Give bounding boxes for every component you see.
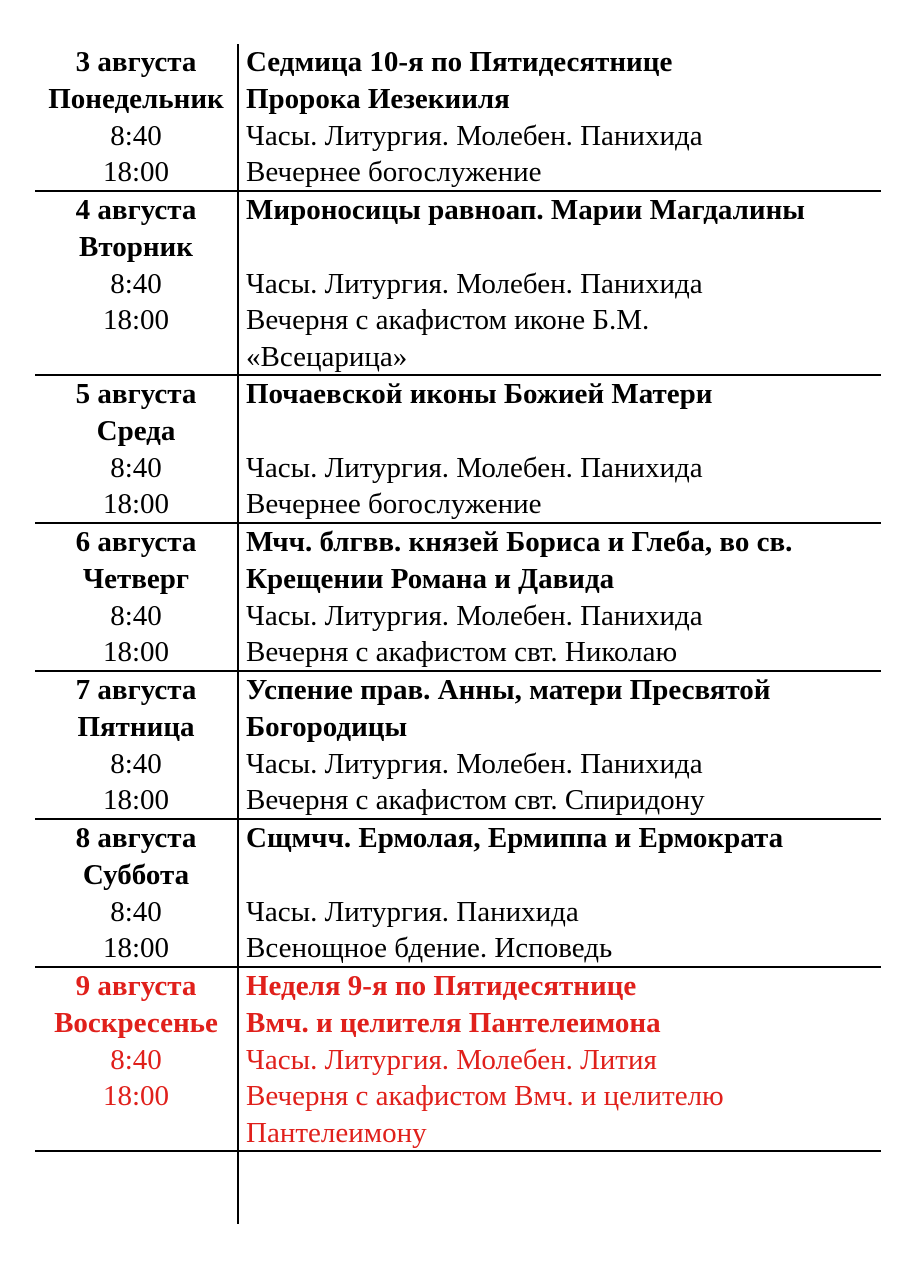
feast-title: Сщмчч. Ермолая, Ермиппа и Ермократа bbox=[246, 822, 784, 854]
feast-title bbox=[246, 229, 881, 266]
service-description: Часы. Литургия. Молебен. Панихида bbox=[246, 599, 703, 632]
day-row bbox=[35, 192, 881, 376]
feast-title: Вмч. и целителя Пантелеимона bbox=[246, 1006, 661, 1039]
service-description: Часы. Литургия. Панихида bbox=[246, 895, 579, 928]
date-label: 6 августа bbox=[75, 526, 197, 558]
day-row bbox=[35, 672, 881, 820]
service-time: 8:40 bbox=[110, 599, 162, 632]
service-description: Вечерня с акафистом иконе Б.М. bbox=[246, 304, 650, 337]
service-description: Часы. Литургия. Молебен. Панихида bbox=[246, 451, 703, 484]
service-time: 18:00 bbox=[102, 488, 170, 521]
events-cell bbox=[246, 376, 881, 523]
service-time: 18:00 bbox=[102, 784, 170, 817]
feast-title: Успение прав. Анны, матери Пресвятой bbox=[246, 674, 771, 706]
events-cell bbox=[246, 968, 881, 1152]
service-time: 18:00 bbox=[102, 156, 170, 189]
date-cell bbox=[35, 968, 237, 1115]
feast-title bbox=[246, 857, 881, 894]
service-time: 8:40 bbox=[110, 119, 162, 152]
date-cell bbox=[35, 376, 237, 523]
feast-title bbox=[246, 413, 881, 450]
feast-title: Почаевской иконы Божией Матери bbox=[246, 378, 713, 410]
date-label: 4 августа bbox=[75, 194, 197, 226]
service-time: 8:40 bbox=[110, 1043, 162, 1076]
events-cell bbox=[246, 524, 881, 671]
weekday-label: Четверг bbox=[82, 562, 190, 595]
service-description: Вечернее богослужение bbox=[246, 488, 542, 521]
feast-title: Мироносицы равноап. Марии Магдалины bbox=[246, 194, 805, 226]
service-time: 8:40 bbox=[110, 267, 162, 300]
feast-title: Мчч. блгвв. князей Бориса и Глеба, во св. bbox=[246, 526, 793, 558]
day-row bbox=[35, 820, 881, 968]
day-row bbox=[35, 524, 881, 672]
day-row-sunday bbox=[35, 968, 881, 1152]
service-time: 18:00 bbox=[102, 304, 170, 337]
service-description: Вечерня с акафистом Вмч. и целителю bbox=[246, 1080, 724, 1113]
day-row bbox=[35, 376, 881, 524]
events-cell bbox=[246, 672, 881, 819]
date-label: 8 августа bbox=[75, 822, 197, 854]
schedule-table bbox=[35, 44, 881, 1224]
date-label: 7 августа bbox=[75, 674, 197, 706]
date-cell bbox=[35, 820, 237, 967]
date-cell bbox=[35, 524, 237, 671]
service-description: «Всецарица» bbox=[246, 341, 408, 374]
weekday-label: Вторник bbox=[79, 230, 193, 263]
service-description: Всенощное бдение. Исповедь bbox=[246, 932, 613, 965]
date-cell bbox=[35, 44, 237, 191]
weekday-label: Воскресенье bbox=[54, 1006, 218, 1039]
weekday-label: Суббота bbox=[82, 858, 190, 891]
service-description: Вечерня с акафистом свт. Спиридону bbox=[246, 784, 705, 817]
service-description: Часы. Литургия. Молебен. Лития bbox=[246, 1043, 657, 1076]
weekday-label: Пятница bbox=[77, 710, 195, 743]
service-description: Часы. Литургия. Молебен. Панихида bbox=[246, 747, 703, 780]
service-description: Вечерня с акафистом свт. Николаю bbox=[246, 636, 678, 669]
service-time: 18:00 bbox=[102, 932, 170, 965]
events-cell bbox=[246, 44, 881, 191]
service-description: Часы. Литургия. Молебен. Панихида bbox=[246, 119, 703, 152]
service-time: 8:40 bbox=[110, 747, 162, 780]
service-time: 8:40 bbox=[110, 451, 162, 484]
feast-title: Пророка Иезекииля bbox=[246, 82, 510, 115]
date-label: 9 августа bbox=[75, 970, 197, 1002]
weekday-label: Понедельник bbox=[48, 82, 224, 115]
service-description: Пантелеимону bbox=[246, 1117, 427, 1150]
feast-title: Крещении Романа и Давида bbox=[246, 562, 615, 595]
weekday-label: Среда bbox=[96, 414, 176, 447]
date-label: 5 августа bbox=[75, 378, 197, 410]
day-row bbox=[35, 44, 881, 192]
service-time: 18:00 bbox=[102, 636, 170, 669]
service-time: 18:00 bbox=[102, 1080, 170, 1113]
date-cell bbox=[35, 192, 237, 339]
date-label: 3 августа bbox=[75, 46, 197, 78]
feast-title: Неделя 9-я по Пятидесятнице bbox=[246, 970, 637, 1002]
events-cell bbox=[246, 192, 881, 376]
service-description: Часы. Литургия. Молебен. Панихида bbox=[246, 267, 703, 300]
service-description: Вечернее богослужение bbox=[246, 156, 542, 189]
date-cell bbox=[35, 672, 237, 819]
feast-title: Седмица 10-я по Пятидесятнице bbox=[246, 46, 673, 78]
service-time: 8:40 bbox=[110, 895, 162, 928]
feast-title: Богородицы bbox=[246, 710, 408, 743]
events-cell bbox=[246, 820, 881, 967]
